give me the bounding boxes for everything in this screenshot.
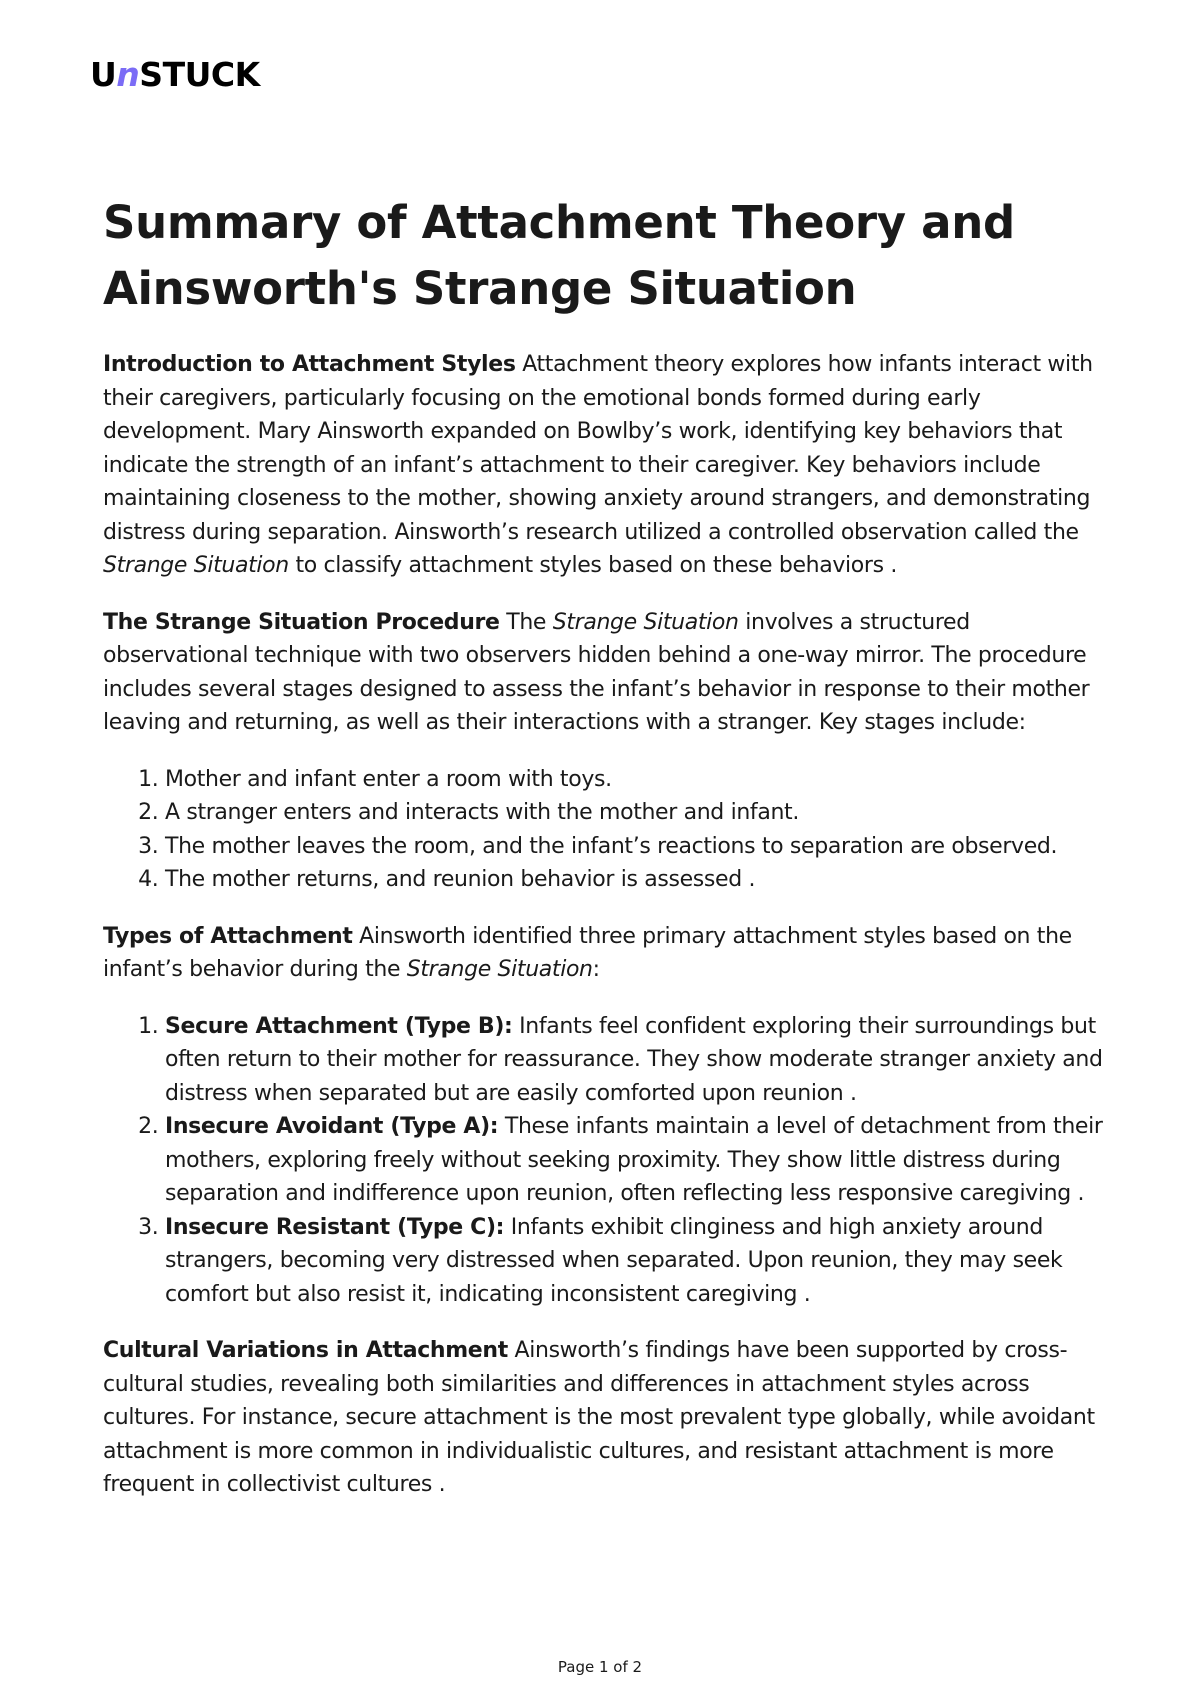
page-number: Page 1 of 2 — [557, 1658, 643, 1676]
logo-text: UnSTUCK — [90, 55, 260, 94]
cultural-paragraph: Cultural Variations in Attachment Ainsworth’s findings have been supported by cross-cultural studies, revealing both similarities and differences in attachment styles across cultures. For instance, secure attachment is the most prevalent type globally, while avoidant attachment is more common in individualistic cultures, and resistant attachment is more frequent in collectivist cultures . — [103, 1338, 1095, 1497]
type-label: Insecure Resistant (Type C): — [165, 1214, 505, 1240]
type-label: Secure Attachment (Type B): — [165, 1013, 513, 1039]
type-label: Insecure Avoidant (Type A): — [165, 1114, 499, 1139]
list-item: 3. Insecure Resistant (Type C): Infants exhibit clinginess and high anxiety around strangers, becoming very distressed when separated. Upon reunion, they may seek comfort but also resist it, indicating inconsistent caregiving . — [165, 1211, 1113, 1312]
procedure-heading: The Strange Situation Procedure — [103, 609, 500, 635]
intro-paragraph: Introduction to Attachment Styles Attachment theory explores how infants interact with their caregivers, particularly focusing on the emotional bonds formed during early development. Mary Ainsworth expanded on Bowlby’s work, identifying key behaviors that indicate the strength of an infant’s attachment to their caregiver. Key behaviors include maintaining closeness to the mother, showing anxiety around strangers, and demonstrating distress during separation. Ainsworth’s research utilized a controlled observation called the Strange Situation to classify attachment styles based on these behaviors . — [103, 352, 1093, 578]
strange-situation-term: Strange Situation — [552, 609, 739, 635]
strange-situation-term: Strange Situation — [406, 957, 593, 982]
document-title: Summary of Attachment Theory and Ainsworth's Strange Situation — [103, 196, 1015, 315]
strange-situation-term: Strange Situation — [103, 553, 289, 578]
intro-heading: Introduction to Attachment Styles — [103, 352, 516, 377]
types-paragraph: Types of Attachment Ainsworth identified three primary attachment styles based on the infant’s behavior during the Strange Situation: — [103, 923, 1072, 982]
list-item: 1. Mother and infant enter a room with toys. — [165, 763, 1113, 797]
list-item: 3. The mother leaves the room, and the infant’s reactions to separation are observed. — [165, 830, 1113, 864]
list-item: 2. Insecure Avoidant (Type A): These infants maintain a level of detachment from their mothers, exploring freely without seeking proximity. They show little distress during separation and indifference upon reunion, often reflecting less responsive caregiving . — [165, 1110, 1113, 1211]
procedure-paragraph: The Strange Situation Procedure The Strange Situation involves a structured observational technique with two observers hidden behind a one-way mirror. The procedure includes several stages designed to assess the infant’s behavior in response to their mother leaving and returning, as well as their interactions with a stranger. Key stages include: — [103, 609, 1090, 735]
cultural-heading: Cultural Variations in Attachment — [103, 1338, 508, 1363]
logo-accent-letter: n — [116, 55, 140, 94]
list-item: 4. The mother returns, and reunion behavior is assessed . — [165, 863, 1113, 897]
document-body — [103, 348, 1113, 1525]
unstuck-logo — [90, 50, 290, 100]
unstuck-logo-mark — [90, 50, 290, 100]
types-heading: Types of Attachment — [103, 923, 353, 949]
attachment-types-list — [103, 1010, 1113, 1312]
list-item: 1. Secure Attachment (Type B): Infants feel confident exploring their surroundings but often return to their mother for reassurance. They show moderate stranger anxiety and distress when separated but are easily comforted upon reunion . — [165, 1010, 1113, 1111]
list-item: 2. A stranger enters and interacts with the mother and infant. — [165, 796, 1113, 830]
stages-list — [103, 763, 1113, 897]
